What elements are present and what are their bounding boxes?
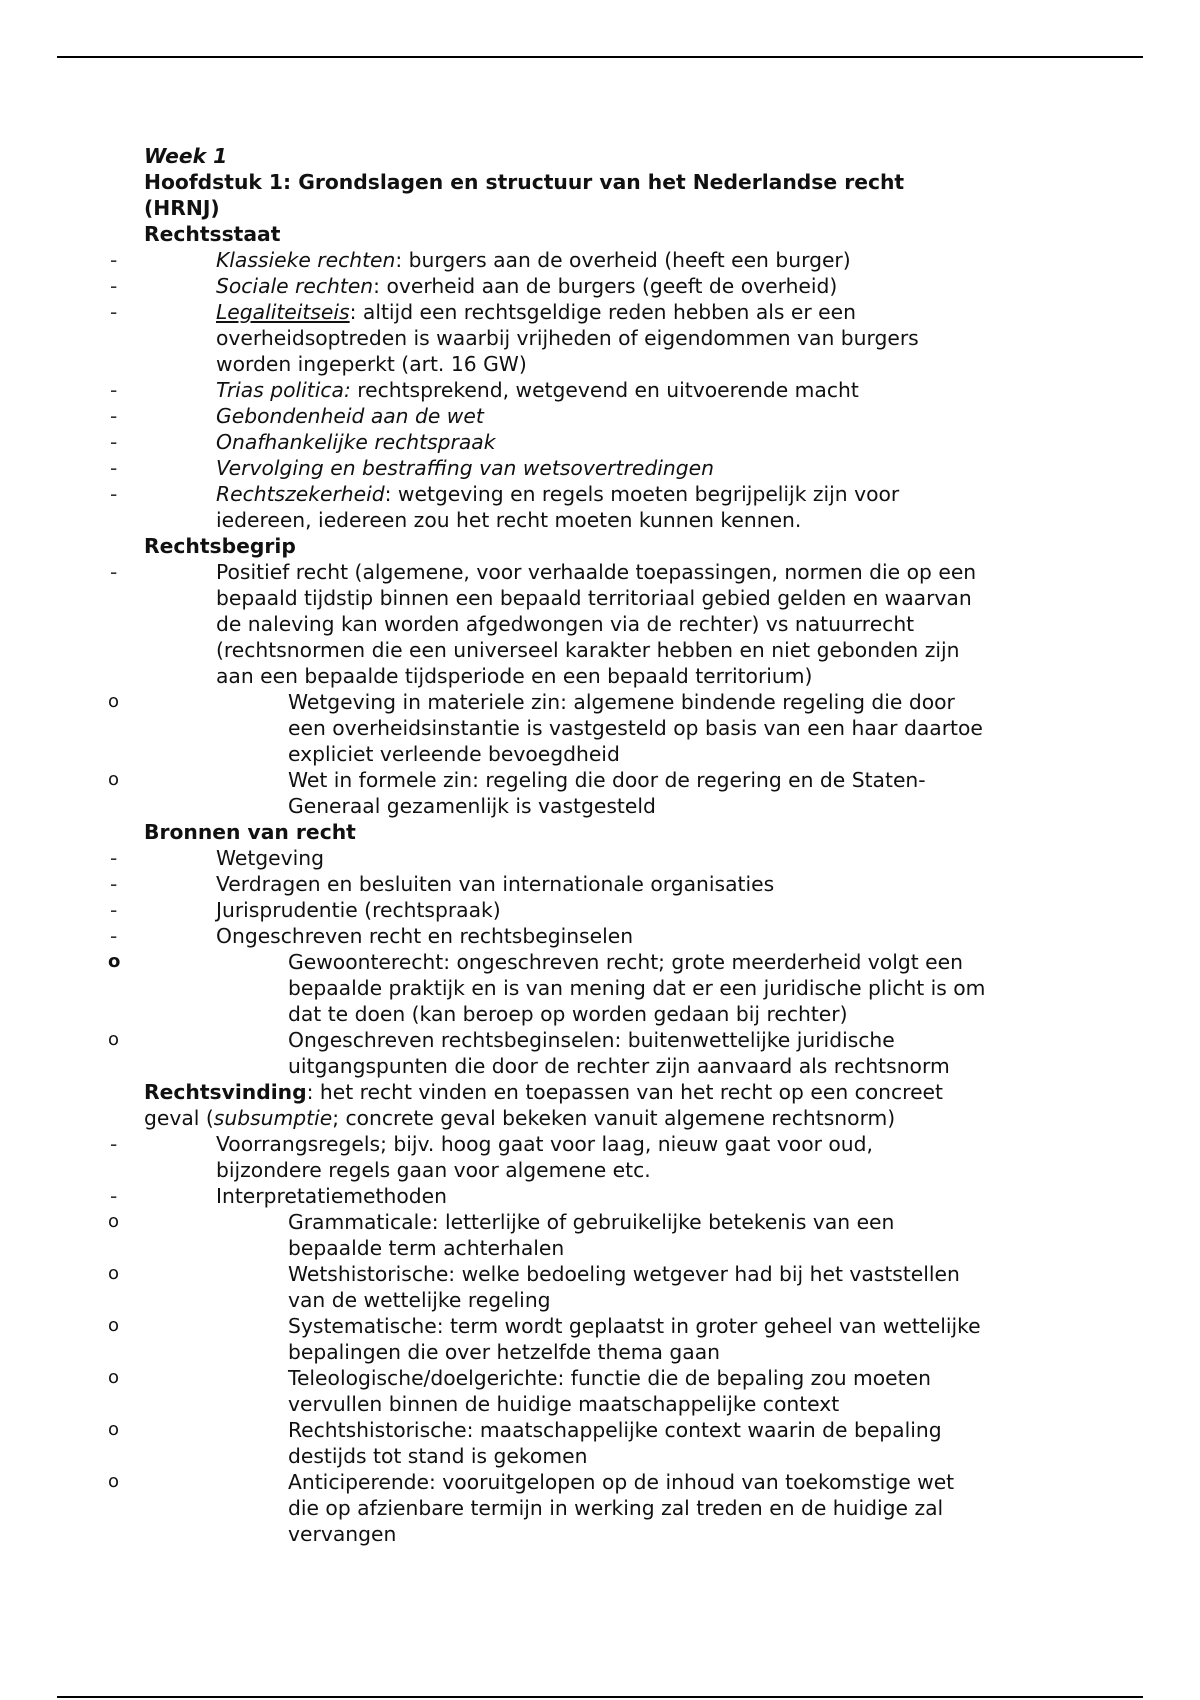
item-text: Wetshistorische: welke bedoeling wetgever had bij het vaststellen — [288, 1262, 960, 1286]
dash-bullet: - — [110, 300, 118, 324]
dash-bullet: - — [110, 378, 118, 402]
item-term: Legaliteitseis — [216, 300, 350, 324]
sub-list-item — [108, 1027, 1074, 1079]
item-term: subsumptie — [213, 1106, 333, 1130]
chapter-title-line-1: Hoofdstuk 1: Grondslagen en structuur van het Nederlandse recht — [144, 170, 905, 194]
section-heading-bronnen: Bronnen van recht — [144, 820, 356, 844]
list-item — [110, 559, 1074, 689]
item-text: expliciet verleende bevoegdheid — [288, 742, 620, 766]
item-text: Grammaticale: letterlijke of gebruikelijke betekenis van een — [288, 1210, 895, 1234]
list-item — [110, 1131, 1074, 1183]
item-text: rechtsprekend, wetgevend en uitvoerende macht — [350, 378, 859, 402]
chapter-title-line-2: (HRNJ) — [144, 196, 220, 220]
intro-text: : het recht vinden en toepassen van het recht op een concreet — [306, 1080, 943, 1104]
sub-list-item — [108, 767, 1074, 819]
sub-list-item — [108, 949, 1074, 1027]
top-rule — [57, 56, 1143, 58]
dash-bullet: - — [110, 456, 118, 480]
item-term: Gebondenheid aan de wet — [216, 404, 484, 428]
list-item — [110, 403, 1074, 429]
list-item — [110, 871, 1074, 897]
sub-list-item — [108, 1209, 1074, 1261]
dash-bullet: - — [110, 404, 118, 428]
item-text: van de wettelijke regeling — [288, 1288, 551, 1312]
item-text: vervangen — [288, 1522, 397, 1546]
circle-bullet: o — [108, 1419, 120, 1440]
item-text: Ongeschreven rechtsbeginselen: buitenwettelijke juridische — [288, 1028, 895, 1052]
item-text: Systematische: term wordt geplaatst in groter geheel van wettelijke — [288, 1314, 981, 1338]
circle-bullet: o — [108, 1211, 120, 1232]
item-text: iedereen, iedereen zou het recht moeten kunnen kennen. — [216, 508, 802, 532]
dash-bullet: - — [110, 924, 118, 948]
circle-bullet: o — [108, 769, 120, 790]
item-text: Wet in formele zin: regeling die door de regering en de Staten- — [288, 768, 926, 792]
item-text: dat te doen (kan beroep op worden gedaan bij rechter) — [288, 1002, 848, 1026]
dash-bullet: - — [110, 898, 118, 922]
item-text: destijds tot stand is gekomen — [288, 1444, 588, 1468]
item-term: Rechtszekerheid — [216, 482, 385, 506]
item-text: Ongeschreven recht en rechtsbeginselen — [216, 924, 634, 948]
bottom-rule — [57, 1696, 1143, 1698]
item-text: worden ingeperkt (art. 16 GW) — [216, 352, 527, 376]
item-text: bijzondere regels gaan voor algemene etc. — [216, 1158, 651, 1182]
item-text: bepaald tijdstip binnen een bepaald territoriaal gebied gelden en waarvan — [216, 586, 972, 610]
dash-bullet: - — [110, 274, 118, 298]
sub-list-item — [108, 1417, 1074, 1469]
item-term: Trias politica: — [216, 378, 351, 402]
item-text: Gewoonterecht: ongeschreven recht; grote meerderheid volgt een — [288, 950, 963, 974]
circle-bullet: o — [108, 691, 120, 712]
item-text: Voorrangsregels; bijv. hoog gaat voor laag, nieuw gaat voor oud, — [216, 1132, 873, 1156]
list-item — [110, 299, 1074, 377]
sub-list-item — [108, 1469, 1074, 1547]
dash-bullet: - — [110, 560, 118, 584]
item-text: aan een bepaalde tijdsperiode en een bepaald territorium) — [216, 664, 813, 688]
document-body — [108, 143, 1074, 1547]
sub-list-item — [108, 1313, 1074, 1365]
item-text: Teleologische/doelgerichte: functie die de bepaling zou moeten — [288, 1366, 931, 1390]
item-term: Klassieke rechten — [216, 248, 396, 272]
item-text: : burgers aan de overheid (heeft een burger) — [395, 248, 851, 272]
section-heading-rechtsbegrip: Rechtsbegrip — [144, 534, 296, 558]
list-item — [110, 455, 1074, 481]
dash-bullet: - — [110, 482, 118, 506]
circle-bullet: o — [108, 1315, 120, 1336]
dash-bullet: - — [110, 1132, 118, 1156]
intro-text: ; concrete geval bekeken vanuit algemene rechtsnorm) — [332, 1106, 896, 1130]
list-item — [110, 377, 1074, 403]
list-item — [110, 845, 1074, 871]
dash-bullet: - — [110, 248, 118, 272]
circle-bullet: o — [108, 951, 121, 972]
list-item — [110, 247, 1074, 273]
sub-list-item — [108, 1261, 1074, 1313]
item-text: Anticiperende: vooruitgelopen op de inhoud van toekomstige wet — [288, 1470, 955, 1494]
section-heading-rechtsstaat: Rechtsstaat — [144, 222, 281, 246]
item-text: Positief recht (algemene, voor verhaalde toepassingen, normen die op een — [216, 560, 977, 584]
item-text: Rechtshistorische: maatschappelijke context waarin de bepaling — [288, 1418, 942, 1442]
item-text: : altijd een rechtsgeldige reden hebben als er een — [349, 300, 856, 324]
item-text: Jurisprudentie (rechtspraak) — [216, 898, 501, 922]
item-term: Sociale rechten — [216, 274, 374, 298]
item-text: Interpretatiemethoden — [216, 1184, 447, 1208]
item-text: (rechtsnormen die een universeel karakter hebben en niet gebonden zijn — [216, 638, 960, 662]
list-item — [110, 1183, 1074, 1209]
item-text: de naleving kan worden afgedwongen via de rechter) vs natuurrecht — [216, 612, 915, 636]
list-item — [110, 923, 1074, 949]
item-text: een overheidsinstantie is vastgesteld op basis van een haar daartoe — [288, 716, 983, 740]
item-text: vervullen binnen de huidige maatschappelijke context — [288, 1392, 840, 1416]
dash-bullet: - — [110, 430, 118, 454]
item-text: Wetgeving — [216, 846, 325, 870]
dash-bullet: - — [110, 846, 118, 870]
list-item — [110, 429, 1074, 455]
item-text: die op afzienbare termijn in werking zal treden en de huidige zal — [288, 1496, 944, 1520]
dash-bullet: - — [110, 1184, 118, 1208]
item-text: Generaal gezamenlijk is vastgesteld — [288, 794, 656, 818]
circle-bullet: o — [108, 1029, 120, 1050]
list-item — [110, 897, 1074, 923]
circle-bullet: o — [108, 1471, 120, 1492]
list-item — [110, 273, 1074, 299]
circle-bullet: o — [108, 1367, 120, 1388]
item-text: bepaalde term achterhalen — [288, 1236, 565, 1260]
intro-text: geval ( — [144, 1106, 214, 1130]
item-text: Wetgeving in materiele zin: algemene bindende regeling die door — [288, 690, 955, 714]
week-heading: Week 1 — [144, 144, 228, 168]
item-text: bepaalde praktijk en is van mening dat er een juridische plicht is om — [288, 976, 986, 1000]
item-text: Verdragen en besluiten van internationale organisaties — [216, 872, 775, 896]
sub-list-item — [108, 1365, 1074, 1417]
item-text: : wetgeving en regels moeten begrijpelijk zijn voor — [384, 482, 900, 506]
item-text: uitgangspunten die door de rechter zijn aanvaard als rechtsnorm — [288, 1054, 950, 1078]
list-item — [110, 481, 1074, 533]
item-term: Vervolging en bestraffing van wetsovertredingen — [216, 456, 714, 480]
item-term: Onafhankelijke rechtspraak — [216, 430, 496, 454]
item-text: bepalingen die over hetzelfde thema gaan — [288, 1340, 721, 1364]
item-text: overheidsoptreden is waarbij vrijheden of eigendommen van burgers — [216, 326, 919, 350]
sub-list-item — [108, 689, 1074, 767]
item-text: : overheid aan de burgers (geeft de overheid) — [373, 274, 838, 298]
circle-bullet: o — [108, 1263, 120, 1284]
section-heading-rechtsvinding: Rechtsvinding — [144, 1080, 307, 1104]
dash-bullet: - — [110, 872, 118, 896]
